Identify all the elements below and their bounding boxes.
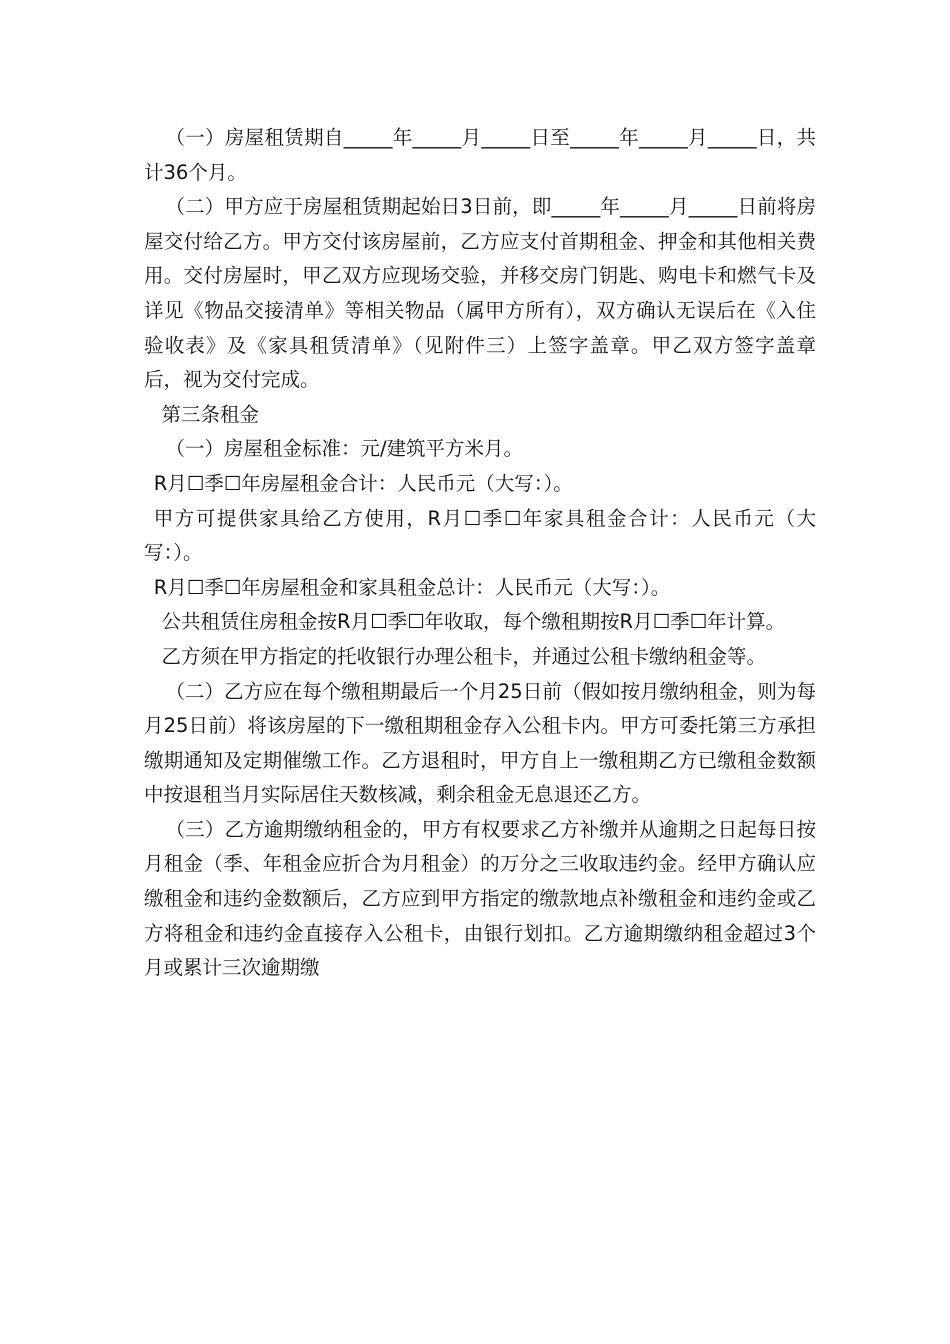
paragraph-furniture-rent-total: 甲方可提供家具给乙方使用，R月☐季☐年家具租金合计：人民币元（大写：）。	[144, 506, 816, 565]
paragraph-public-rent-card: 乙方须在甲方指定的托收银行办理公租卡，并通过公租卡缴纳租金等。	[161, 644, 767, 668]
paragraph-rent-standard: （一）房屋租金标准：元/建筑平方米月。	[165, 437, 524, 461]
paragraph-late-payment: （三）乙方逾期缴纳租金的，甲方有权要求乙方补缴并从逾期之日起每日按月租金（季、年租金应折合为月租金）的万分之三收取违约金。经甲方确认应缴租金和违约金数额后，乙方应到甲方指定的缴款地点补缴租金和违约金或乙方将租金和违约金直接存入公租卡，由银行划扣。乙方逾期缴纳租金超过3个月或累计三次逾期缴	[144, 817, 816, 980]
paragraph-rent-payment-deadline: （二）乙方应在每个缴租期最后一个月25日前（假如按月缴纳租金，则为每月25日前）将该房屋的下一缴租期租金存入公租卡内。甲方可委托第三方承担缴期通知及定期催缴工作。乙方退租时，甲方自上一缴租期乙方已缴租金数额中按退租当月实际居住天数核减，剩余租金无息退还乙方。	[144, 679, 816, 807]
paragraph-house-rent-total: R月☐季☐年房屋租金合计：人民币元（大写：）。	[153, 471, 573, 495]
paragraph-rent-collection-period: 公共租赁住房租金按R月☐季☐年收取，每个缴租期按R月☐季☐年计算。	[161, 610, 786, 634]
paragraph-house-delivery: （二）甲方应于房屋租赁期起始日3日前，即_____年_____月_____日前将房屋交付给乙方。甲方交付该房屋前，乙方应支付首期租金、押金和其他相关费用。交付房屋时，甲乙双方应现场交验，并移交房门钥匙、购电卡和燃气卡及详见《物品交接清单》等相关物品（属甲方所有），双方确认无误后在《入住验收表》及《家具租赁清单》（见附件三）上签字盖章。甲乙双方签字盖章后，视为交付完成。	[144, 195, 816, 392]
paragraph-lease-term: （一）房屋租赁期自_____年_____月_____日至_____年_____月_____日，共计36个月。	[144, 126, 816, 184]
section-heading-rent: 第三条租金	[161, 402, 260, 426]
paragraph-combined-rent-total: R月☐季☐年房屋租金和家具租金总计：人民币元（大写：）。	[153, 575, 671, 599]
contract-text-body	[144, 121, 816, 986]
